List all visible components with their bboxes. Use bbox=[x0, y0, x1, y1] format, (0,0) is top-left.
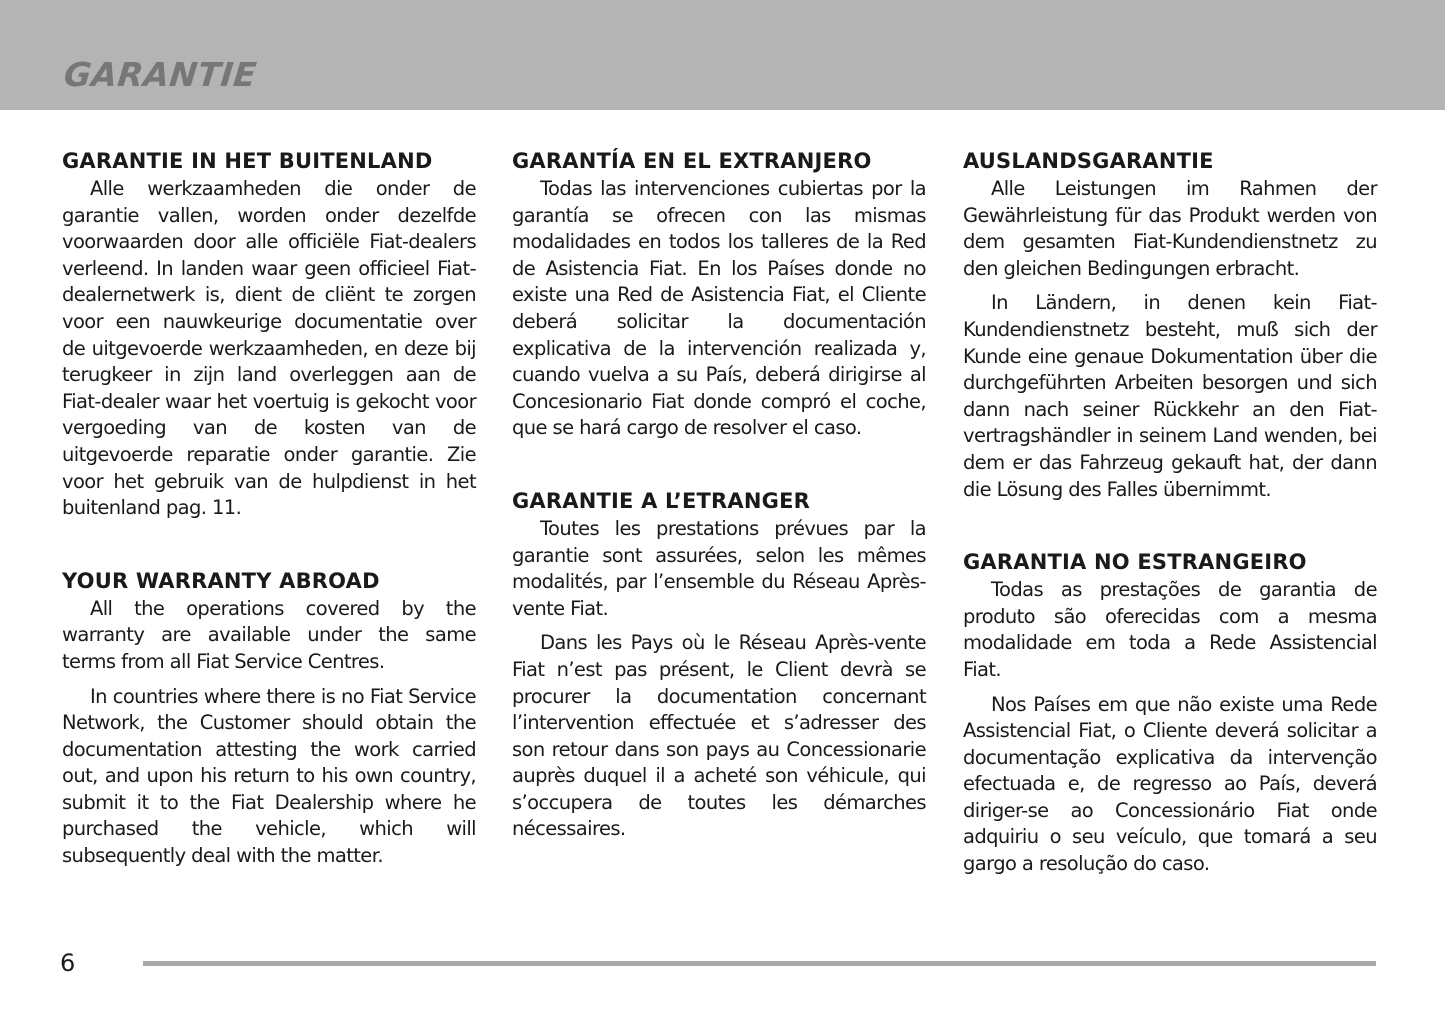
section-portuguese bbox=[963, 547, 1377, 878]
section-french bbox=[512, 486, 926, 843]
paragraph: In countries where there is no Fiat Service Network, the Customer should obtain the documentation attesting the work carried out, and upon his return to his own country, submit it to the Fiat Dealership where he purchased the vehicle, which will subsequently deal with the matter. bbox=[62, 684, 476, 868]
column-dutch-english bbox=[62, 146, 476, 870]
section-dutch bbox=[62, 146, 476, 522]
section-english bbox=[62, 566, 476, 870]
header-band bbox=[0, 0, 1445, 110]
column-german-portuguese bbox=[963, 146, 1377, 878]
paragraph: All the operations covered by the warranty are available under the same terms from all Fiat Service Centres. bbox=[62, 596, 476, 673]
section-german bbox=[963, 146, 1377, 503]
paragraph: Todas las intervenciones cubiertas por la garantía se ofrecen con las mismas modalidades en todos los talleres de la Red de Asistencia Fiat. En los Países donde no existe una Red de Asistencia Fiat, el Cliente deberá solicitar la documentación explicativa de la intervención realizada y, cuando vuelva a su País, deberá dirigirse al Concesionario Fiat donde compró el coche, que se hará cargo de resolver el caso. bbox=[512, 177, 926, 440]
page-number: 6 bbox=[60, 949, 76, 977]
section-heading: GARANTIE A L’ETRANGER bbox=[512, 488, 810, 513]
section-heading: GARANTÍA EN EL EXTRANJERO bbox=[512, 149, 872, 173]
page-title: GARANTIE bbox=[62, 55, 259, 94]
footer-rule bbox=[143, 961, 1376, 966]
paragraph: Todas as prestações de garantia de produto são oferecidas com a mesma modalidade em toda a Rede Assistencial Fiat. bbox=[963, 578, 1377, 681]
paragraph: Nos Países em que não existe uma Rede Assistencial Fiat, o Cliente deverá solicitar a documentação explicativa da intervenção efectuada e, de regresso ao País, deverá diriger-se ao Concessionário Fiat onde adquiriu o seu veículo, que tomará a seu gargo a resolução do caso. bbox=[963, 692, 1377, 876]
paragraph: Toutes les prestations prévues par la garantie sont assurées, selon les mêmes modalités, par l’ensemble du Réseau Après-vente Fiat. bbox=[512, 516, 926, 620]
section-heading: AUSLANDSGARANTIE bbox=[963, 149, 1214, 173]
section-spanish bbox=[512, 146, 926, 442]
section-heading: GARANTIA NO ESTRANGEIRO bbox=[963, 550, 1307, 575]
column-spanish-french bbox=[512, 146, 926, 843]
section-heading: YOUR WARRANTY ABROAD bbox=[62, 568, 380, 593]
paragraph: Alle werkzaamheden die onder de garantie vallen, worden onder dezelfde voorwaarden door alle officiële Fiat-dealers verleend. In landen waar geen officieel Fiat-dealernetwerk is, dient de cliënt te zorgen voor een nauwkeurige documentatie over de uitgevoerde werkzaamheden, en deze bij terugkeer in zijn land overleggen aan de Fiat-dealer waar het voertuig is gekocht voor vergoeding van de kosten van de uitgevoerde reparatie onder garantie. Zie voor het gebruik van de hulpdienst in het buitenland pag. 11. bbox=[62, 177, 476, 520]
paragraph: Alle Leistungen im Rahmen der Gewährleistung für das Produkt werden von dem gesamten Fiat-Kundendienstnetz zu den gleichen Bedingungen erbracht. bbox=[963, 177, 1377, 280]
paragraph: Dans les Pays où le Réseau Après-vente Fiat n’est pas présent, le Client devrà se procurer la documentation concernant l’intervention effectuée et s’adresser des son retour dans son pays au Concessionarie auprès duquel il a acheté son véhicule, qui s’occupera de toutes les démarches nécessaires. bbox=[512, 631, 926, 841]
section-heading: GARANTIE IN HET BUITENLAND bbox=[62, 149, 433, 173]
paragraph: In Ländern, in denen kein Fiat-Kundendienstnetz besteht, muß sich der Kunde eine genaue Dokumentation über die durchgeführten Arbeiten besorgen und sich dann nach seiner Rückkehr an den Fiat-vertragshändler in seinem Land wenden, bei dem er das Fahrzeug gekauft hat, der dann die Lösung des Falles übernimmt. bbox=[963, 291, 1377, 501]
